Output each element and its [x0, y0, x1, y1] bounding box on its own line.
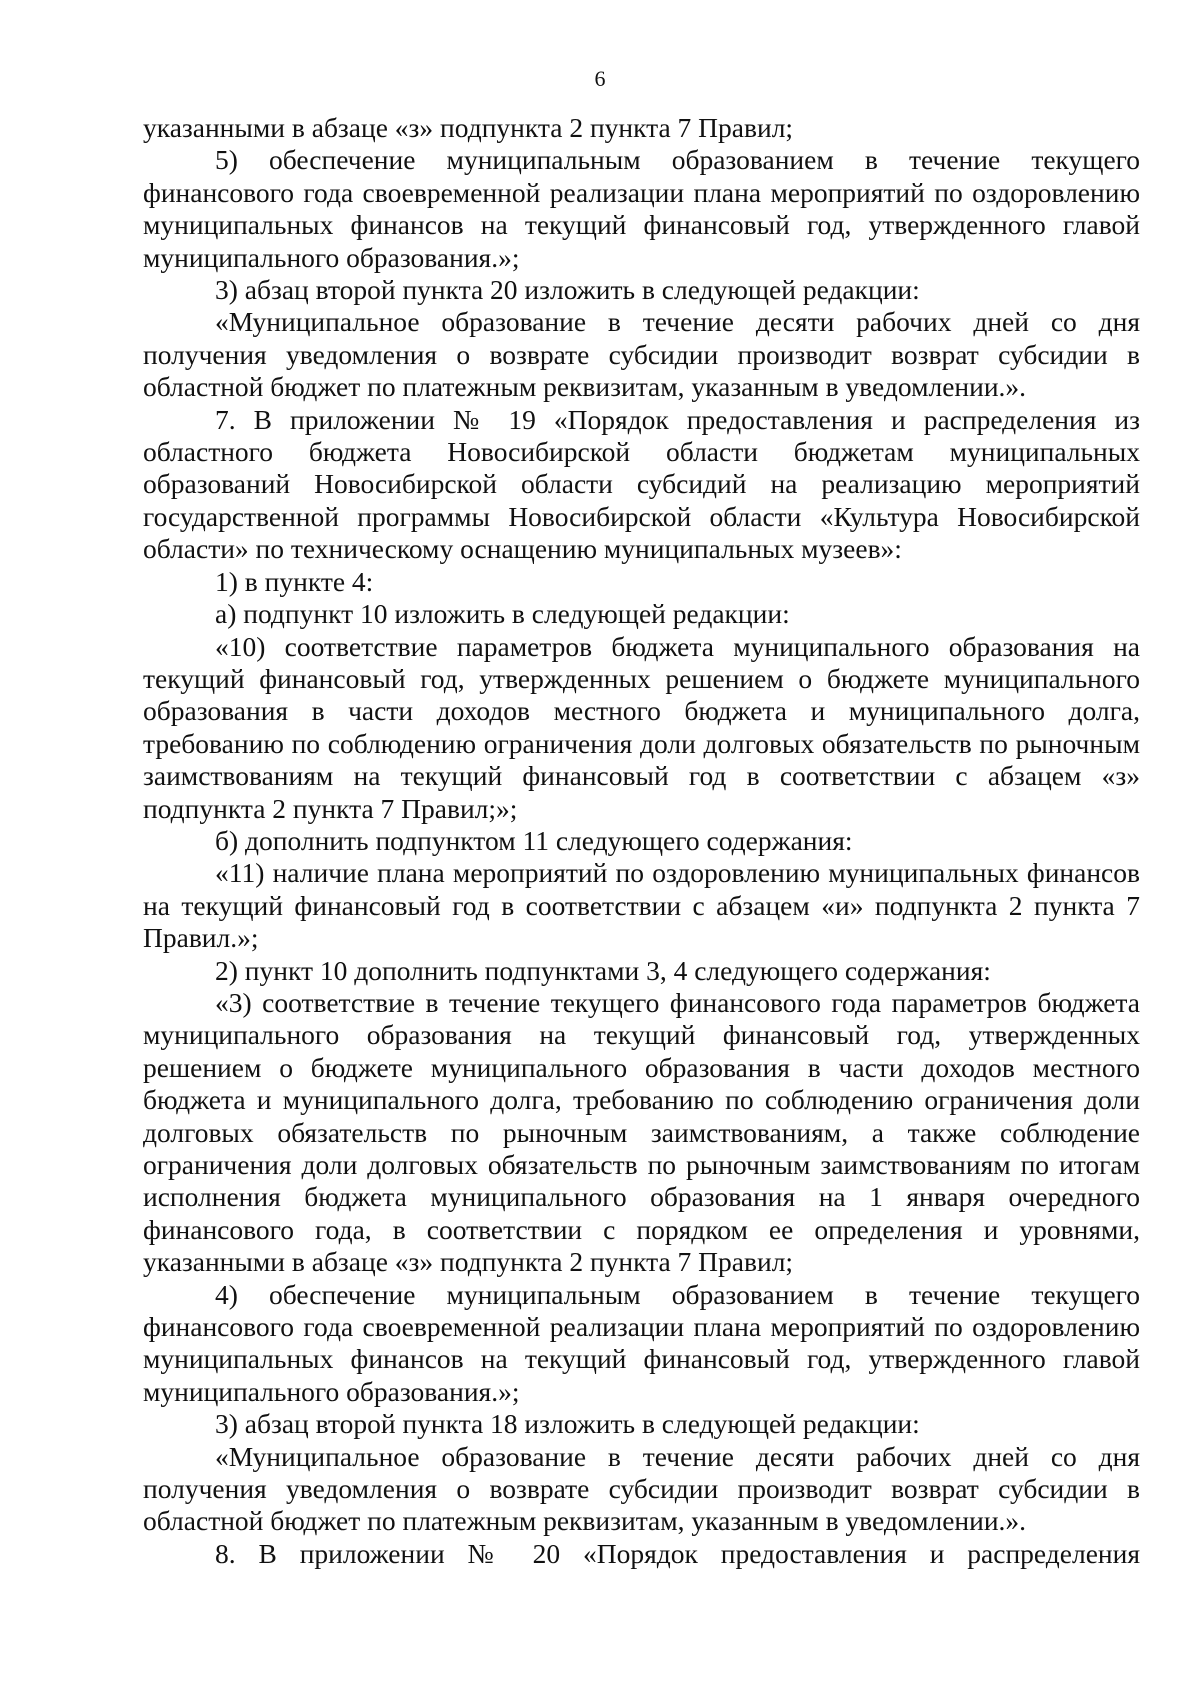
page-number: 6 [594, 66, 606, 91]
paragraph: «3) соответствие в течение текущего финансового года параметров бюджета муниципального образования на текущий финансовый год, утвержденных решением о бюджете муниципального образования в части доходов местного бюджета и муниципального долга, требованию по соблюдению ограничения доли долговых обязательств по рыночным заимствованиям, а также соблюдение ограничения доли долговых обязательств по рыночным заимствованиям по итогам исполнения бюджета муниципального образования на 1 января очередного финансового года, в соответствии с порядком ее определения и уровнями, указанными в абзаце «з» подпункта 2 пункта 7 Правил; [143, 986, 1140, 1278]
paragraph: 7. В приложении № 19 «Порядок предоставления и распределения из областного бюджета Новосибирской области бюджетам муниципальных образований Новосибирской области субсидий на реализацию мероприятий государственной программы Новосибирской области «Культура Новосибирской области» по техническому оснащению муниципальных музеев»: [143, 403, 1140, 565]
paragraph: 8. В приложении № 20 «Порядок предоставления и распределения [215, 1537, 1140, 1569]
paragraph: 5) обеспечение муниципальным образованием в течение текущего финансового года своевременной реализации плана мероприятий по оздоровлению муниципальных финансов на текущий финансовый год, утвержденного главой муниципального образования.»; [143, 144, 1140, 273]
paragraph: б) дополнить подпунктом 11 следующего содержания: [215, 824, 853, 856]
paragraph: «10) соответствие параметров бюджета муниципального образования на текущий финансовый год, утвержденных решением о бюджете муниципального образования в части доходов местного бюджета и муниципального долга, требованию по соблюдению ограничения доли долговых обязательств по рыночным заимствованиям на текущий финансовый год в соответствии с абзацем «з» подпункта 2 пункта 7 Правил;»; [143, 630, 1140, 824]
paragraph: «11) наличие плана мероприятий по оздоровлению муниципальных финансов на текущий финансовый год в соответствии с абзацем «и» подпункта 2 пункта 7 Правил.»; [143, 857, 1140, 954]
paragraph: 4) обеспечение муниципальным образованием в течение текущего финансового года своевременной реализации плана мероприятий по оздоровлению муниципальных финансов на текущий финансовый год, утвержденного главой муниципального образования.»; [143, 1278, 1140, 1407]
paragraph: «Муниципальное образование в течение десяти рабочих дней со дня получения уведомления о возврате субсидии производит возврат субсидии в областной бюджет по платежным реквизитам, указанным в уведомлении.». [143, 306, 1140, 403]
paragraph: «Муниципальное образование в течение десяти рабочих дней со дня получения уведомления о возврате субсидии производит возврат субсидии в областной бюджет по платежным реквизитам, указанным в уведомлении.». [143, 1440, 1140, 1537]
document-body [143, 112, 1140, 1570]
paragraph: 1) в пункте 4: [215, 565, 374, 597]
paragraph: 3) абзац второй пункта 20 изложить в следующей редакции: [215, 274, 920, 306]
paragraph: указанными в абзаце «з» подпункта 2 пункта 7 Правил; [143, 112, 794, 143]
paragraph: а) подпункт 10 изложить в следующей редакции: [215, 598, 790, 630]
paragraph: 2) пункт 10 дополнить подпунктами 3, 4 следующего содержания: [215, 954, 991, 986]
paragraph: 3) абзац второй пункта 18 изложить в следующей редакции: [215, 1408, 920, 1440]
